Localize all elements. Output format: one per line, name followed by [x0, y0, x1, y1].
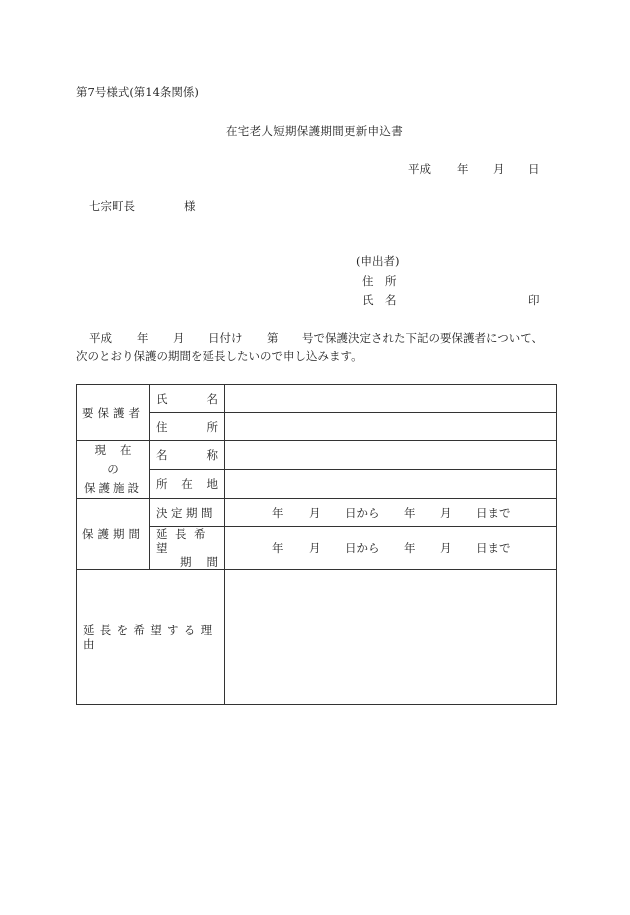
date-era: 平成: [408, 162, 431, 176]
desired-period-field[interactable]: [225, 527, 557, 570]
applicant-address-label-2: 所: [385, 274, 397, 288]
facility-name-label-1: 名: [156, 448, 168, 462]
date-day: 日: [528, 162, 540, 176]
date-month: 月: [493, 162, 505, 176]
decided-from-day: 日から: [345, 505, 380, 520]
body-era: 平成: [89, 331, 112, 345]
desired-to-year: 年: [404, 541, 416, 555]
reason-label-cell: [77, 570, 225, 705]
protected-address-field[interactable]: [225, 413, 557, 441]
facility-location-label-cell: [150, 470, 225, 499]
protected-name-field[interactable]: [225, 385, 557, 413]
facility-location-label-1: 所: [156, 477, 168, 491]
applicant-name-label-2: 名: [385, 293, 397, 307]
name-label-1: 氏: [156, 391, 168, 406]
facility-label-line-2: 保護施設: [84, 481, 142, 495]
application-table: [76, 384, 557, 705]
decided-to-year: 年: [404, 505, 416, 520]
period-label: 保護期間: [77, 499, 150, 570]
body-year: 年: [137, 331, 149, 345]
protected-person-label: 要保護者: [77, 385, 150, 441]
facility-name-field[interactable]: [225, 441, 557, 470]
decided-from-year: 年: [272, 505, 284, 520]
desired-period-label-cell: [150, 527, 225, 570]
row-decided-period: [77, 499, 557, 527]
row-protected-name: [77, 385, 557, 413]
decided-to-day: 日まで: [476, 505, 511, 520]
body-dated: 日付け: [208, 331, 243, 345]
addressee-name: 七宗町長: [89, 199, 135, 213]
facility-location-label-3: 地: [206, 477, 218, 491]
facility-location-field[interactable]: [225, 470, 557, 499]
desired-to-day: 日まで: [476, 541, 511, 555]
seal-mark: 印: [528, 293, 540, 307]
desired-from-month: 月: [309, 541, 321, 555]
body-rest: 号で保護決定された下記の要保護者について、: [302, 331, 544, 345]
facility-location-label-2: 在: [181, 477, 193, 491]
date-year: 年: [457, 162, 469, 176]
applicant-address-label-1: 住: [362, 274, 374, 288]
facility-name-label-cell: [150, 441, 225, 470]
desired-to-month: 月: [440, 541, 452, 555]
reason-label: 延長を希望する理由: [83, 623, 218, 651]
applicant-name-label-1: 氏: [362, 293, 374, 307]
form-number: 第7号様式(第14条関係): [76, 85, 199, 99]
address-label-1: 住: [156, 419, 168, 434]
decided-to-month: 月: [440, 505, 452, 520]
body-line-2: 次のとおり保護の期間を延長したいので申し込みます。: [76, 349, 363, 363]
applicant-heading: (申出者): [356, 254, 400, 268]
desired-period-label-2: 期 間: [180, 555, 218, 569]
desired-period-label-1: 延長希望: [156, 527, 213, 555]
desired-from-year: 年: [272, 541, 284, 555]
body-no: 第: [267, 331, 279, 345]
decided-period-label-cell: [150, 499, 225, 527]
body-month: 月: [173, 331, 185, 345]
name-label-2: 名: [206, 391, 218, 406]
reason-field[interactable]: [225, 570, 557, 705]
name-label-cell: [150, 385, 225, 413]
facility-label: [77, 441, 150, 499]
form-title: 在宅老人短期保護期間更新申込書: [226, 124, 403, 138]
decided-period-field[interactable]: [225, 499, 557, 527]
address-label-cell: [150, 413, 225, 441]
decided-period-label: 決定期間: [156, 505, 216, 520]
row-reason: [77, 570, 557, 705]
facility-name-label-2: 称: [206, 448, 218, 462]
addressee-honorific: 様: [184, 199, 196, 213]
row-facility-name: [77, 441, 557, 470]
address-label-2: 所: [206, 419, 218, 434]
facility-label-line-1: 現在の: [94, 443, 146, 476]
decided-from-month: 月: [309, 505, 321, 520]
desired-from-day: 日から: [345, 541, 380, 555]
